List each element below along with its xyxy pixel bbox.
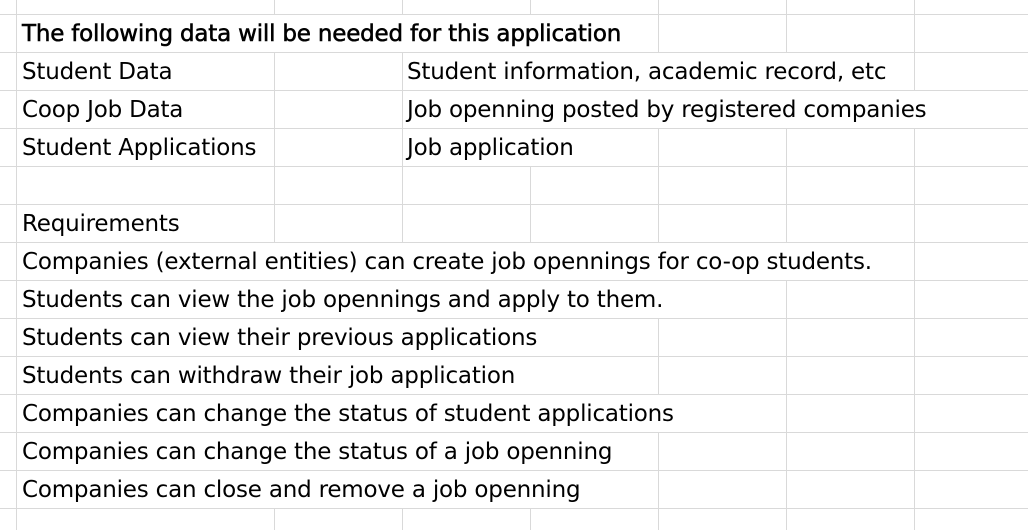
data-item-description-student-applications[interactable]: Job application <box>407 135 574 161</box>
data-item-name-student-applications[interactable]: Student Applications <box>22 135 257 161</box>
data-item-description-student-data[interactable]: Student information, academic record, etc <box>407 59 887 85</box>
requirements-title[interactable]: Requirements <box>22 211 180 237</box>
requirement-item[interactable]: Companies can close and remove a job openning <box>22 477 581 503</box>
data-section-header[interactable]: The following data will be needed for this application <box>22 21 622 47</box>
data-item-name-student-data[interactable]: Student Data <box>22 59 173 85</box>
data-item-description-coop-job-data[interactable]: Job openning posted by registered companies <box>407 97 927 123</box>
requirement-item[interactable]: Companies (external entities) can create job opennings for co-op students. <box>22 249 872 275</box>
requirement-item[interactable]: Companies can change the status of a job openning <box>22 439 613 465</box>
requirement-item[interactable]: Students can view their previous applications <box>22 325 538 351</box>
requirement-item[interactable]: Companies can change the status of student applications <box>22 401 674 427</box>
requirement-item[interactable]: Students can withdraw their job application <box>22 363 516 389</box>
requirement-item[interactable]: Students can view the job opennings and apply to them. <box>22 287 664 313</box>
data-item-name-coop-job-data[interactable]: Coop Job Data <box>22 97 184 123</box>
